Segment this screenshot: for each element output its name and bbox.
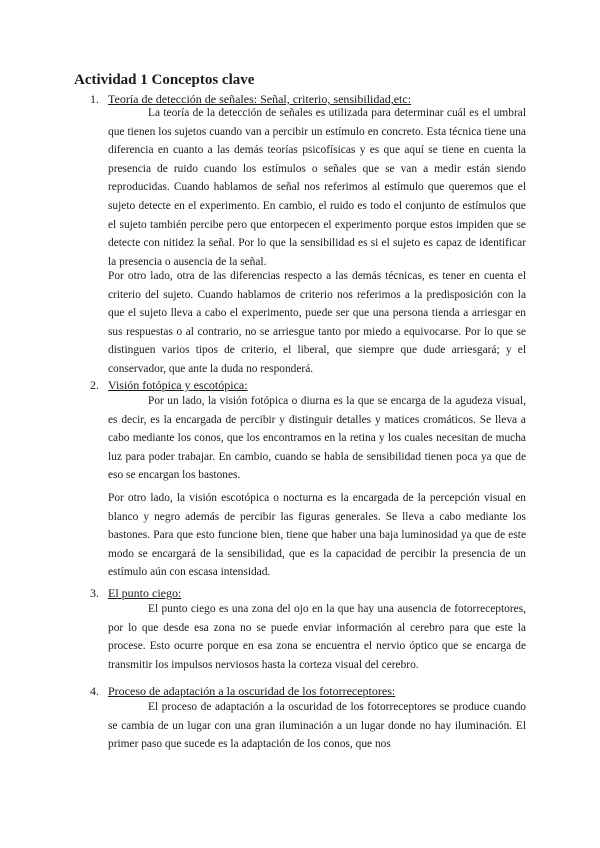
list-number: 4. [90, 684, 99, 698]
paragraph: Por un lado, la visión fotópica o diurna es la que se encarga de la agudeza visual, es decir, es la encargada de percibir y distinguir detalles y matices cromáticos. Se lleva a cabo mediante los conos, que los encontramos en la retina y los cuales necesitan de mucha luz para poder trabajar. En cambio, cuando se habla de sensibilidad tienen poca ya que de eso se encargan los bastones. [108, 395, 526, 482]
section-heading: Proceso de adaptación a la oscuridad de los fotorreceptores: [108, 684, 396, 698]
paragraph: Por otro lado, otra de las diferencias respecto a las demás técnicas, es tener en cuenta el criterio del sujeto. Cuando hablamos de criterio nos referimos a la predisposición con la que el sujeto lleva a cabo el experimento, puede ser que una persona tienda a arriesgar en sus respuestas o al contrario, no se arriesgue tanto por miedo a equivocarse. Por lo que se distinguen varios tipos de criterio, el liberal, que siempre que dude arriesgará; y el conservador, que ante la duda no responderá. [108, 270, 526, 375]
list-number: 1. [90, 92, 99, 106]
paragraph: El proceso de adaptación a la oscuridad de los fotorreceptores se produce cuando se cambia de un lugar con una gran iluminación a un lugar donde no hay iluminación. El primer paso que sucede es la adaptación de los conos, que nos [108, 701, 526, 751]
list-number: 3. [90, 586, 99, 600]
list-number: 2. [90, 378, 99, 392]
section-heading: Visión fotópica y escotópica: [108, 378, 248, 392]
section-heading: El punto ciego: [108, 586, 182, 600]
paragraph: El punto ciego es una zona del ojo en la que hay una ausencia de fotorreceptores, por lo que desde esa zona no se puede enviar información al cerebro para que este la procese. Esto ocurre porque en esa zona se encuentra el nervio óptico que se encarga de transmitir los impulsos nerviosos hasta la corteza visual del cerebro. [108, 603, 526, 671]
section-heading: Teoría de detección de señales: Señal, criterio, sensibilidad,etc: [108, 92, 412, 106]
paragraph: La teoría de la detección de señales es utilizada para determinar cuál es el umbral que tienen los sujetos cuando van a percibir un estímulo en concreto. Esta técnica tiene una diferencia en cuanto a las demás teorías psicofísicas y es que aquí se tiene en cuenta la presencia de ruido cuando los estímulos o señales que se van a medir están siendo reproducidas. Cuando hablamos de señal nos referimos al estímulo que queremos que el sujeto detecte en el experimento. En cambio, el ruido es todo el conjunto de estímulos que el sujeto también percibe pero que entorpecen el experimento porque estos impiden que se detecte con nitidez la señal. Por lo que la sensibilidad es si el sujeto es capaz de identificar la presencia o ausencia de la señal. [108, 107, 526, 268]
page-title: Actividad 1 Conceptos clave [74, 72, 255, 88]
paragraph: Por otro lado, la visión escotópica o nocturna es la encargada de la percepción visual en blanco y negro además de percibir las figuras generales. Se lleva a cabo mediante los bastones. Para que esto funcione bien, tiene que haber una baja luminosidad ya que de este modo se encargará de la sensibilidad, que es la capacidad de percibir la presencia de un estímulo aún con escasa intensidad. [108, 492, 526, 579]
